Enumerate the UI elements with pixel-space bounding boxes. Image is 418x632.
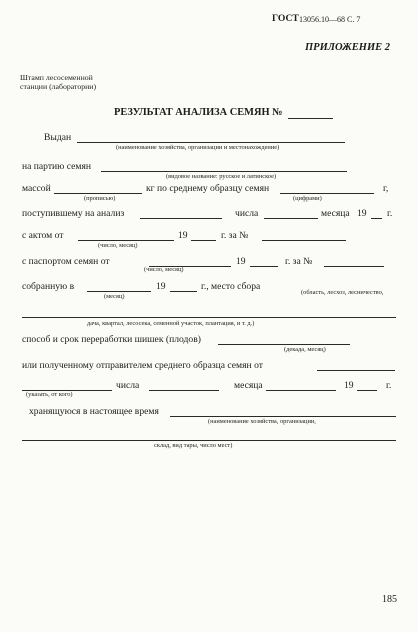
act-date-hint: (число, месяц)	[98, 242, 138, 249]
mass-label: массой	[22, 183, 51, 194]
batch-hint: (видовое название: русское и латинское)	[166, 173, 277, 180]
sample-year-field[interactable]	[357, 390, 377, 391]
mass-digits-field[interactable]	[280, 193, 374, 194]
act-date-field[interactable]	[78, 240, 174, 241]
received-month-label: месяца	[321, 208, 350, 219]
title-number-field[interactable]	[288, 118, 333, 119]
processing-field[interactable]	[218, 344, 350, 345]
standard-id: ГОСТ	[272, 13, 299, 24]
mass-words-field[interactable]	[54, 193, 142, 194]
mass-unit: г,	[383, 183, 389, 194]
sample-month-field[interactable]	[266, 390, 336, 391]
received-label: поступившему на анализ	[22, 208, 125, 219]
processing-label: способ и срок переработки шишек (плодов)	[22, 334, 201, 345]
document-title: РЕЗУЛЬТАТ АНАЛИЗА СЕМЯН №	[114, 107, 283, 118]
sample-date-hint: (указать, от кого)	[26, 391, 73, 398]
batch-label: на партию семян	[22, 161, 91, 172]
stored-label: хранящуюся в настоящее время	[29, 406, 159, 417]
act-year-field[interactable]	[191, 240, 216, 241]
issued-field[interactable]	[77, 142, 345, 143]
sample-year-unit: г.	[386, 380, 392, 391]
appendix-label: ПРИЛОЖЕНИЕ 2	[305, 42, 390, 53]
act-year-label: 19	[178, 230, 188, 241]
issued-label: Выдан	[44, 132, 72, 143]
sample-year-label: 19	[344, 380, 354, 391]
mass-mid-text: кг по среднему образцу семян	[146, 183, 270, 194]
collected-place-hint: (область, лесхоз, лесничество,	[301, 289, 384, 296]
collected-place-field[interactable]	[22, 317, 396, 318]
collected-place-hint-2: дача, квартал, лесосека, семенной участок, плантация, и т. д.)	[87, 320, 255, 327]
page-number: 185	[382, 594, 397, 605]
mass-digits-hint: (цифрами)	[293, 195, 322, 202]
passport-label: с паспортом семян от	[22, 256, 110, 267]
sample-label: или полученному отправителем среднего образца семян от	[22, 360, 263, 371]
act-label: с актом от	[22, 230, 64, 241]
mass-words-hint: (прописью)	[84, 195, 116, 202]
sample-day-label: числа	[116, 380, 140, 391]
act-number-field[interactable]	[262, 240, 346, 241]
received-field-1[interactable]	[140, 218, 222, 219]
stamp-line-2: станции (лаборатории)	[20, 82, 97, 91]
act-number-label: г. за №	[221, 230, 249, 241]
received-year-unit: г.	[387, 208, 393, 219]
passport-year-label: 19	[236, 256, 246, 267]
sample-month-label: месяца	[234, 380, 263, 391]
processing-hint: (декада, месяц)	[284, 346, 326, 353]
stored-hint: (наименование хозяйства, организации,	[208, 418, 316, 425]
stored-hint-2: склад, вид тары, число мест)	[154, 442, 233, 449]
collected-year-field[interactable]	[170, 291, 197, 292]
received-day-label: числа	[235, 208, 259, 219]
collected-place-label: г., место сбора	[201, 281, 261, 292]
received-day-field[interactable]	[264, 218, 318, 219]
collected-year-label: 19	[156, 281, 166, 292]
received-year-field[interactable]	[371, 218, 382, 219]
collected-label: собранную в	[22, 281, 75, 292]
collected-month-field[interactable]	[87, 291, 151, 292]
passport-date-hint: (число, месяц)	[144, 266, 184, 273]
passport-year-field[interactable]	[250, 266, 278, 267]
page-ref: 13056.10—68 С. 7	[299, 15, 361, 24]
passport-number-label: г. за №	[285, 256, 313, 267]
stored-field-2[interactable]	[22, 440, 396, 441]
sample-day-field[interactable]	[149, 390, 219, 391]
sample-field[interactable]	[317, 370, 395, 371]
batch-field[interactable]	[101, 171, 347, 172]
collected-month-hint: (месяц)	[104, 293, 125, 300]
stamp-line-1: Штамп лесосеменной	[20, 73, 93, 82]
issued-hint: (наименование хозяйства, организации и местонахождение)	[116, 144, 280, 151]
passport-number-field[interactable]	[324, 266, 384, 267]
received-year-label: 19	[357, 208, 367, 219]
stored-field[interactable]	[170, 416, 396, 417]
